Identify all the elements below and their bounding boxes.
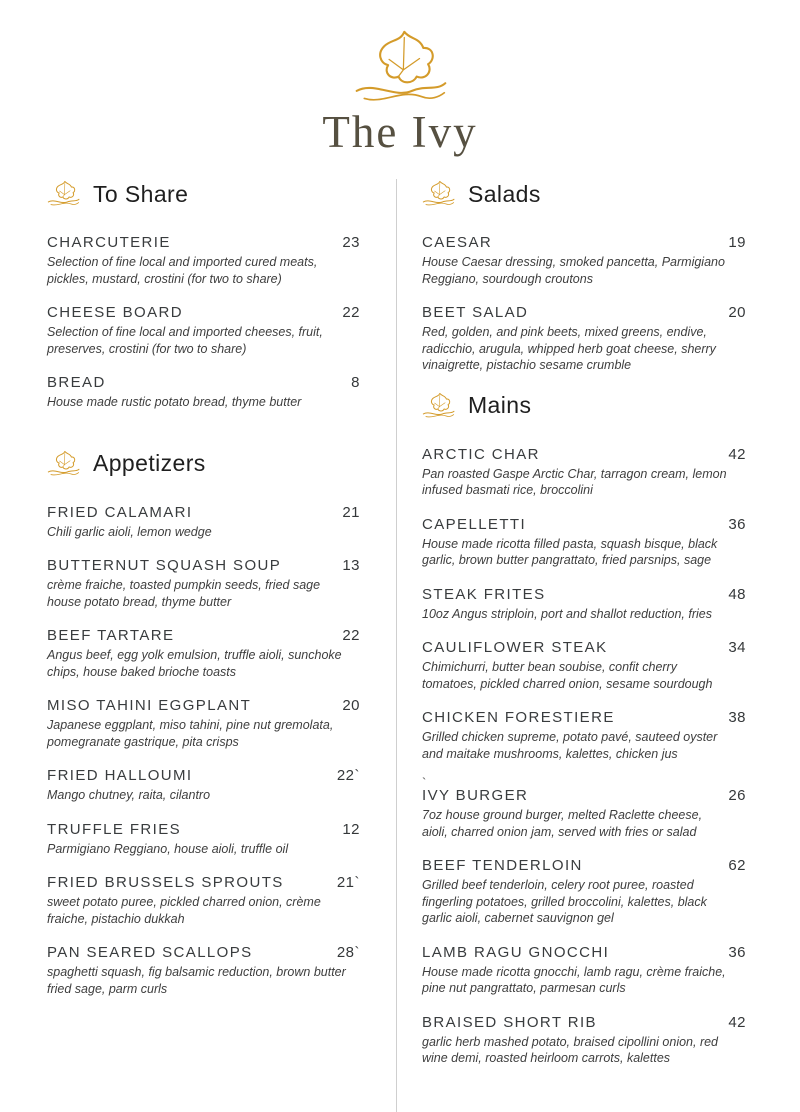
menu-item <box>47 504 360 541</box>
item-row <box>422 1014 746 1031</box>
item-description: Chimichurri, butter bean soubise, confit cherry tomatoes, pickled charred onion, sesame sourdough <box>422 660 713 691</box>
item-row <box>47 557 360 574</box>
item-description: House made ricotta gnocchi, lamb ragu, crème fraiche, pine nut pangrattato, parmesan curls <box>422 964 726 995</box>
item-name: CHEESE BOARD <box>47 304 183 321</box>
menu-item <box>422 586 746 623</box>
item-row <box>47 304 360 321</box>
section-header <box>422 179 746 209</box>
section-mains <box>422 391 746 1067</box>
section-header <box>47 179 360 209</box>
item-name: CAPELLETTI <box>422 515 527 533</box>
section-items <box>422 446 746 1067</box>
item-description: Chili garlic aioli, lemon wedge <box>47 524 212 539</box>
section-title: Mains <box>468 392 532 418</box>
item-row <box>422 304 746 321</box>
item-name: FRIED HALLOUMI <box>47 767 193 784</box>
item-row <box>47 627 360 644</box>
item-price: 38 <box>728 709 746 726</box>
menu-item <box>47 944 360 997</box>
section-title: Appetizers <box>93 450 206 476</box>
menu-item <box>422 709 746 762</box>
item-row <box>422 944 746 961</box>
item-price: 22 <box>342 304 360 321</box>
section-title: To Share <box>93 180 189 207</box>
menu-column-left <box>47 179 396 1112</box>
item-price: 12 <box>342 820 360 838</box>
menu-item <box>422 1014 746 1067</box>
item-description: House made ricotta filled pasta, squash bisque, black garlic, brown butter pangrattato, fried parsnips, sage <box>422 536 718 567</box>
item-row <box>47 504 360 521</box>
ivy-leaf-icon <box>47 449 80 479</box>
item-price: 21 <box>342 503 360 521</box>
section-appetizers <box>47 449 360 998</box>
section-items <box>47 234 360 411</box>
item-name: CAULIFLOWER STEAK <box>422 639 608 656</box>
item-description: Japanese eggplant, miso tahini, pine nut gremolata, pomegranate gastrique, pita crisps <box>47 718 334 749</box>
item-row <box>47 697 360 714</box>
menu-item <box>422 639 746 692</box>
item-description: Grilled beef tenderloin, celery root puree, roasted fingerling potatoes, grilled broccolini, kalettes, black garlic aioli, cabernet sauvignon gel <box>422 878 707 925</box>
item-price: 20 <box>728 304 746 321</box>
item-price: 19 <box>728 234 746 251</box>
item-name: CHARCUTERIE <box>47 234 171 251</box>
section-header <box>47 449 360 479</box>
ivy-leaf-icon <box>333 28 468 108</box>
menu-item <box>47 697 360 750</box>
item-description: 7oz house ground burger, melted Raclette cheese, aioli, charred onion jam, served with fries or salad <box>422 808 703 839</box>
item-name: MISO TAHINI EGGPLANT <box>47 697 252 714</box>
item-price: 20 <box>342 697 360 714</box>
item-price: 62 <box>728 857 746 874</box>
section-title: Salads <box>468 180 541 207</box>
item-price: 8 <box>351 374 360 391</box>
item-name: BRAISED SHORT RIB <box>422 1013 597 1031</box>
item-name: FRIED BRUSSELS SPROUTS <box>47 874 284 891</box>
item-name: BEEF TENDERLOIN <box>422 857 583 874</box>
item-price: 22` <box>336 767 360 784</box>
menu-item <box>422 775 746 840</box>
item-name: PAN SEARED SCALLOPS <box>47 944 253 961</box>
menu-item <box>47 767 360 804</box>
item-description: Selection of fine local and imported cured meats, pickles, mustard, crostini (for two to share) <box>47 255 318 286</box>
item-name: ARCTIC CHAR <box>422 445 540 463</box>
item-name: FRIED CALAMARI <box>47 503 193 521</box>
menu-item <box>422 944 746 997</box>
item-price: 36 <box>728 943 746 961</box>
menu-item <box>422 234 746 287</box>
section-items <box>47 504 360 998</box>
menu-item <box>47 874 360 927</box>
item-description: garlic herb mashed potato, braised cipollini onion, red wine demi, roasted heirloom carrots, kalettes <box>422 1034 719 1065</box>
ivy-leaf-icon <box>422 179 455 209</box>
item-row <box>47 821 360 838</box>
item-name: LAMB RAGU GNOCCHI <box>422 943 610 961</box>
item-name: BEEF TARTARE <box>47 627 175 644</box>
item-name: TRUFFLE FRIES <box>47 820 182 838</box>
restaurant-logo <box>0 0 800 155</box>
item-row <box>422 516 746 533</box>
item-description: House Caesar dressing, smoked pancetta, Parmigiano Reggiano, sourdough croutons <box>422 255 725 286</box>
item-price: 34 <box>728 639 746 656</box>
menu-item <box>422 516 746 569</box>
menu-item <box>47 374 360 411</box>
menu-column-right <box>396 179 800 1112</box>
item-description: Pan roasted Gaspe Arctic Char, tarragon cream, lemon infused basmati rice, broccolini <box>422 466 727 497</box>
item-description: spaghetti squash, fig balsamic reduction, brown butter fried sage, parm curls <box>47 965 346 996</box>
item-row <box>47 767 360 784</box>
menu-item <box>422 304 746 374</box>
item-row <box>47 944 360 961</box>
item-row <box>422 234 746 251</box>
item-price: 48 <box>728 585 746 603</box>
item-description: Red, golden, and pink beets, mixed greens, endive, radicchio, arugula, whipped herb goat cheese, sherry vinaigrette, pistachio sesame crumble <box>422 325 716 372</box>
item-row <box>422 857 746 874</box>
restaurant-name: The Ivy <box>322 107 478 157</box>
ivy-leaf-icon <box>422 391 455 421</box>
section-to-share <box>47 179 360 411</box>
item-name: STEAK FRITES <box>422 585 546 603</box>
item-row <box>422 446 746 463</box>
item-price: 13 <box>342 557 360 574</box>
item-description: Selection of fine local and imported cheeses, fruit, preserves, crostini (for two to share) <box>47 325 323 356</box>
item-name: CAESAR <box>422 234 493 251</box>
item-description: sweet potato puree, pickled charred onion, crème fraiche, pistachio dukkah <box>47 895 321 926</box>
item-row <box>422 787 746 804</box>
menu-item <box>47 821 360 858</box>
menu-item <box>47 304 360 357</box>
item-description: Angus beef, egg yolk emulsion, truffle aioli, sunchoke chips, house baked brioche toasts <box>47 648 342 679</box>
ivy-leaf-icon <box>47 179 80 209</box>
item-name: BREAD <box>47 374 106 391</box>
menu-columns <box>0 179 800 1112</box>
item-name: CHICKEN FORESTIERE <box>422 709 615 726</box>
menu-item <box>422 446 746 499</box>
ivy-leaf-logo-icon <box>0 28 800 108</box>
item-price: 36 <box>728 515 746 533</box>
section-items <box>422 234 746 374</box>
item-row <box>422 586 746 603</box>
item-price: 42 <box>728 445 746 463</box>
menu-item <box>422 857 746 927</box>
item-price: 22 <box>342 627 360 644</box>
section-salads <box>422 179 746 374</box>
item-row <box>422 639 746 656</box>
item-description: Parmigiano Reggiano, house aioli, truffle oil <box>47 841 289 856</box>
item-price: 26 <box>728 787 746 804</box>
item-description: Grilled chicken supreme, potato pavé, sauteed oyster and maitake mushrooms, kalettes, chicken jus <box>422 730 718 761</box>
item-description: House made rustic potato bread, thyme butter <box>47 395 302 409</box>
item-price: 21` <box>336 874 360 891</box>
item-price: 42 <box>728 1013 746 1031</box>
section-header <box>422 391 746 421</box>
item-price: 28` <box>336 944 360 961</box>
item-description: crème fraiche, toasted pumpkin seeds, fried sage house potato bread, thyme butter <box>47 578 321 609</box>
stray-tick-mark: ` <box>422 775 427 790</box>
item-description: Mango chutney, raita, cilantro <box>47 788 211 802</box>
item-description: 10oz Angus striploin, port and shallot reduction, fries <box>422 606 712 621</box>
item-row <box>47 234 360 251</box>
menu-item <box>47 627 360 680</box>
item-name: BUTTERNUT SQUASH SOUP <box>47 557 282 574</box>
menu-item <box>47 234 360 287</box>
item-row <box>422 709 746 726</box>
item-row <box>47 374 360 391</box>
item-price: 23 <box>342 234 360 251</box>
item-row <box>47 874 360 891</box>
menu-item <box>47 557 360 610</box>
item-name: BEET SALAD <box>422 304 529 321</box>
item-name: IVY BURGER <box>422 787 529 804</box>
